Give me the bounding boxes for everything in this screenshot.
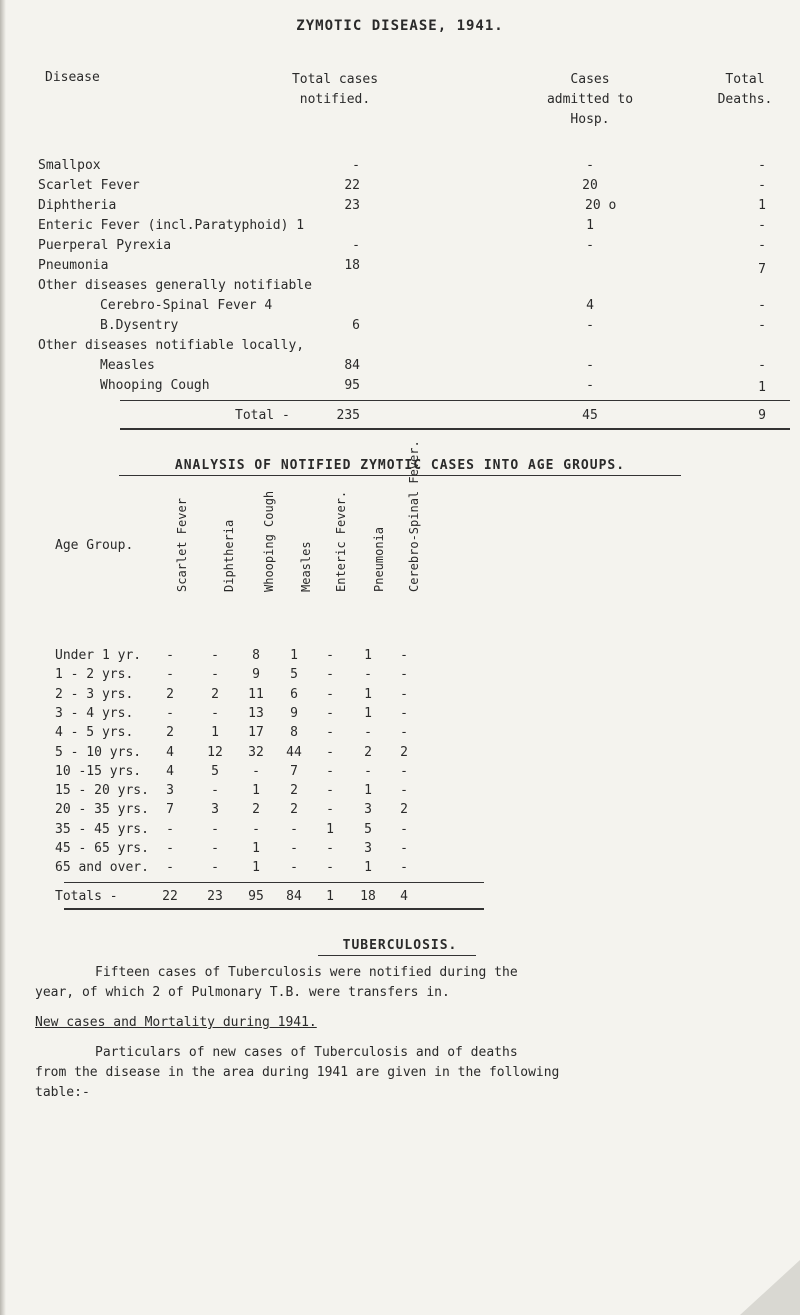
table1-total-label: Total - (235, 408, 290, 423)
row-admitted: - (586, 358, 594, 373)
header-deaths: Total Deaths. (717, 72, 773, 107)
age-cell: 1 (211, 725, 219, 741)
age-cell: 1 (252, 783, 260, 799)
tb-subtitle: New cases and Mortality during 1941. (35, 1015, 317, 1030)
age-cell: 1 (364, 860, 372, 876)
row-admitted: - (586, 238, 594, 253)
age-cell: - (400, 705, 408, 721)
header-admitted: Cases admitted to Hosp. (546, 72, 634, 127)
age-cell: - (326, 667, 334, 683)
age-cell: 1 (364, 648, 372, 663)
age-group-header: Age Group. (55, 538, 134, 553)
age-cell: - (290, 821, 298, 837)
column-header: Diphtheria (222, 519, 236, 592)
tuberculosis-title: TUBERCULOSIS. (342, 938, 458, 953)
age-cell: 17 (248, 725, 264, 741)
age-cell: - (400, 763, 408, 779)
age-cell: 7 (166, 802, 174, 818)
age-cell: - (290, 860, 298, 876)
table2-total-rule-bottom (64, 908, 484, 910)
age-cell: - (166, 648, 174, 663)
age-cell: - (166, 821, 174, 837)
age-cell: 2 (290, 802, 298, 818)
age-cell: - (364, 667, 372, 683)
row-admitted: - (586, 378, 594, 393)
column-header: Measles (299, 541, 313, 592)
header-disease: Disease (45, 70, 100, 85)
age-cell: - (252, 821, 260, 837)
age-cell: 9 (290, 705, 298, 721)
age-cell: - (166, 705, 174, 721)
header-total-notified: Total cases notified. (291, 72, 379, 107)
age-cell: 3 (364, 841, 372, 856)
row-admitted: 1 (586, 218, 594, 233)
column-header: Scarlet Fever (175, 498, 189, 592)
age-group-label: 15 - 20 yrs. (55, 783, 149, 799)
age-cell: 2 (252, 802, 260, 818)
row-deaths: - (758, 298, 766, 313)
age-group-label: 5 - 10 yrs. (55, 744, 142, 760)
row-notified: 95 (344, 378, 360, 393)
age-cell: 2 (400, 744, 408, 760)
age-cell: 3 (364, 802, 372, 818)
age-cell: - (326, 648, 334, 663)
age-group-label: 2 - 3 yrs. (55, 686, 134, 702)
age-group-label: Under 1 yr. (55, 648, 142, 663)
row-deaths: - (758, 318, 766, 333)
age-cell: 8 (252, 648, 260, 663)
row-label: Measles (100, 358, 155, 373)
age-cell: - (326, 802, 334, 818)
row-deaths: - (758, 218, 766, 233)
table1-total-deaths: 9 (758, 408, 766, 423)
row-admitted: 20 o (585, 198, 617, 213)
total-cell: 23 (207, 889, 223, 904)
row-label: Whooping Cough (100, 378, 210, 393)
row-label: Other diseases notifiable locally, (38, 338, 305, 353)
row-admitted: 20 (582, 178, 598, 193)
tb-paragraph-line: year, of which 2 of Pulmonary T.B. were transfers in. (35, 985, 450, 1000)
age-group-label: 10 -15 yrs. (55, 763, 142, 779)
age-cell: - (326, 860, 334, 876)
age-cell: - (364, 725, 372, 741)
age-cell: 8 (290, 725, 298, 741)
age-cell: - (211, 648, 219, 663)
age-group-label: 4 - 5 yrs. (55, 725, 134, 741)
age-cell: 2 (166, 686, 174, 702)
age-group-label: 45 - 65 yrs. (55, 841, 149, 856)
age-cell: - (211, 783, 219, 799)
row-deaths: - (758, 178, 766, 193)
row-admitted: - (586, 158, 594, 173)
age-cell: 6 (290, 686, 298, 702)
total-cell: 1 (326, 889, 334, 904)
age-cell: 32 (248, 744, 264, 760)
table1-total-rule-bottom (120, 428, 790, 430)
row-notified: - (352, 158, 360, 173)
age-cell: 2 (400, 802, 408, 818)
age-cell: - (400, 783, 408, 799)
row-label: Diphtheria (38, 198, 117, 213)
age-cell: - (211, 860, 219, 876)
total-cell: 22 (162, 889, 178, 904)
age-cell: - (166, 860, 174, 876)
row-label: Pneumonia (38, 258, 109, 273)
age-cell: 2 (211, 686, 219, 702)
page-edge-shadow (0, 0, 6, 1315)
row-deaths: 1 (758, 380, 766, 395)
table1-total-admitted: 45 (582, 408, 598, 423)
age-group-label: 1 - 2 yrs. (55, 667, 134, 683)
tb-paragraph-line: Fifteen cases of Tuberculosis were notified during the (95, 965, 518, 980)
total-cell: 18 (360, 889, 376, 904)
age-cell: - (400, 860, 408, 876)
age-cell: - (400, 648, 408, 663)
age-cell: - (326, 783, 334, 799)
age-cell: 3 (211, 802, 219, 818)
age-cell: 5 (290, 667, 298, 683)
age-cell: 5 (211, 763, 219, 779)
age-cell: 9 (252, 667, 260, 683)
age-analysis-title-underline (119, 475, 681, 476)
age-cell: - (400, 686, 408, 702)
age-cell: - (252, 763, 260, 779)
age-cell: - (166, 841, 174, 856)
age-cell: 1 (252, 860, 260, 876)
row-notified: 6 (352, 318, 360, 333)
age-cell: 1 (364, 686, 372, 702)
age-cell: 4 (166, 763, 174, 779)
age-cell: - (326, 725, 334, 741)
column-header: Whooping Cough (262, 490, 276, 592)
age-cell: 11 (248, 686, 264, 702)
row-label: Scarlet Fever (38, 178, 140, 193)
row-notified: 84 (344, 358, 360, 373)
age-cell: - (400, 667, 408, 683)
age-cell: 5 (364, 821, 372, 837)
table2-total-rule-top (64, 882, 484, 883)
row-notified: 22 (344, 178, 360, 193)
row-label: Other diseases generally notifiable (38, 278, 312, 293)
age-cell: 1 (252, 841, 260, 856)
age-cell: 12 (207, 744, 223, 760)
age-cell: 4 (166, 744, 174, 760)
page-corner-fold (740, 1260, 800, 1315)
table1-total-notified: 235 (336, 408, 360, 423)
row-label: Enteric Fever (incl.Paratyphoid) 1 (38, 218, 305, 233)
age-cell: - (364, 763, 372, 779)
tb-paragraph-line: table:- (35, 1085, 90, 1100)
row-deaths: - (758, 158, 766, 173)
total-cell: 4 (400, 889, 408, 904)
row-deaths: 7 (758, 262, 766, 277)
age-cell: - (290, 841, 298, 856)
age-cell: - (211, 821, 219, 837)
total-cell: 84 (286, 889, 302, 904)
row-admitted: - (586, 318, 594, 333)
tb-paragraph-line: Particulars of new cases of Tuberculosis and of deaths (95, 1045, 518, 1060)
age-cell: - (400, 725, 408, 741)
age-cell: - (326, 705, 334, 721)
row-notified: - (352, 238, 360, 253)
tb-paragraph-line: from the disease in the area during 1941 are given in the following (35, 1065, 560, 1080)
age-group-label: 35 - 45 yrs. (55, 821, 149, 837)
column-header: Cerebro-Spinal Fever. (407, 440, 421, 592)
corner-fold-shape (740, 1260, 800, 1315)
age-cell: - (326, 763, 334, 779)
total-cell: 95 (248, 889, 264, 904)
row-label: B.Dysentry (100, 318, 179, 333)
age-analysis-title: ANALYSIS OF NOTIFIED ZYMOTIC CASES INTO AGE GROUPS. (174, 458, 626, 473)
age-cell: 1 (326, 821, 334, 837)
row-deaths: 1 (758, 198, 766, 213)
age-cell: 7 (290, 763, 298, 779)
table1-total-rule-top (120, 400, 790, 401)
age-cell: - (326, 744, 334, 760)
age-cell: - (211, 705, 219, 721)
page-title: ZYMOTIC DISEASE, 1941. (296, 18, 504, 34)
table2-totals-label: Totals - (55, 889, 118, 904)
age-cell: 3 (166, 783, 174, 799)
row-admitted: 4 (586, 298, 594, 313)
age-group-label: 3 - 4 yrs. (55, 705, 134, 721)
tuberculosis-title-underline (318, 955, 476, 956)
age-cell: 2 (166, 725, 174, 741)
age-cell: 1 (364, 783, 372, 799)
age-cell: - (211, 841, 219, 856)
column-header: Enteric Fever. (334, 490, 348, 592)
age-cell: 13 (248, 705, 264, 721)
age-cell: 2 (364, 744, 372, 760)
row-label: Puerperal Pyrexia (38, 238, 172, 253)
row-notified: 18 (344, 258, 360, 273)
age-cell: - (326, 686, 334, 702)
age-cell: - (326, 841, 334, 856)
age-group-label: 65 and over. (55, 860, 149, 876)
column-header: Pneumonia (372, 526, 386, 592)
age-cell: - (166, 667, 174, 683)
row-notified: 23 (344, 198, 360, 213)
row-deaths: - (758, 358, 766, 373)
age-cell: 2 (290, 783, 298, 799)
age-cell: 44 (286, 744, 302, 760)
age-cell: - (400, 821, 408, 837)
age-cell: 1 (364, 705, 372, 721)
age-cell: - (400, 841, 408, 856)
age-cell: - (211, 667, 219, 683)
row-label: Cerebro-Spinal Fever 4 (100, 298, 273, 313)
age-cell: 1 (290, 648, 298, 663)
age-group-label: 20 - 35 yrs. (55, 802, 149, 818)
row-label: Smallpox (38, 158, 101, 173)
row-deaths: - (758, 238, 766, 253)
